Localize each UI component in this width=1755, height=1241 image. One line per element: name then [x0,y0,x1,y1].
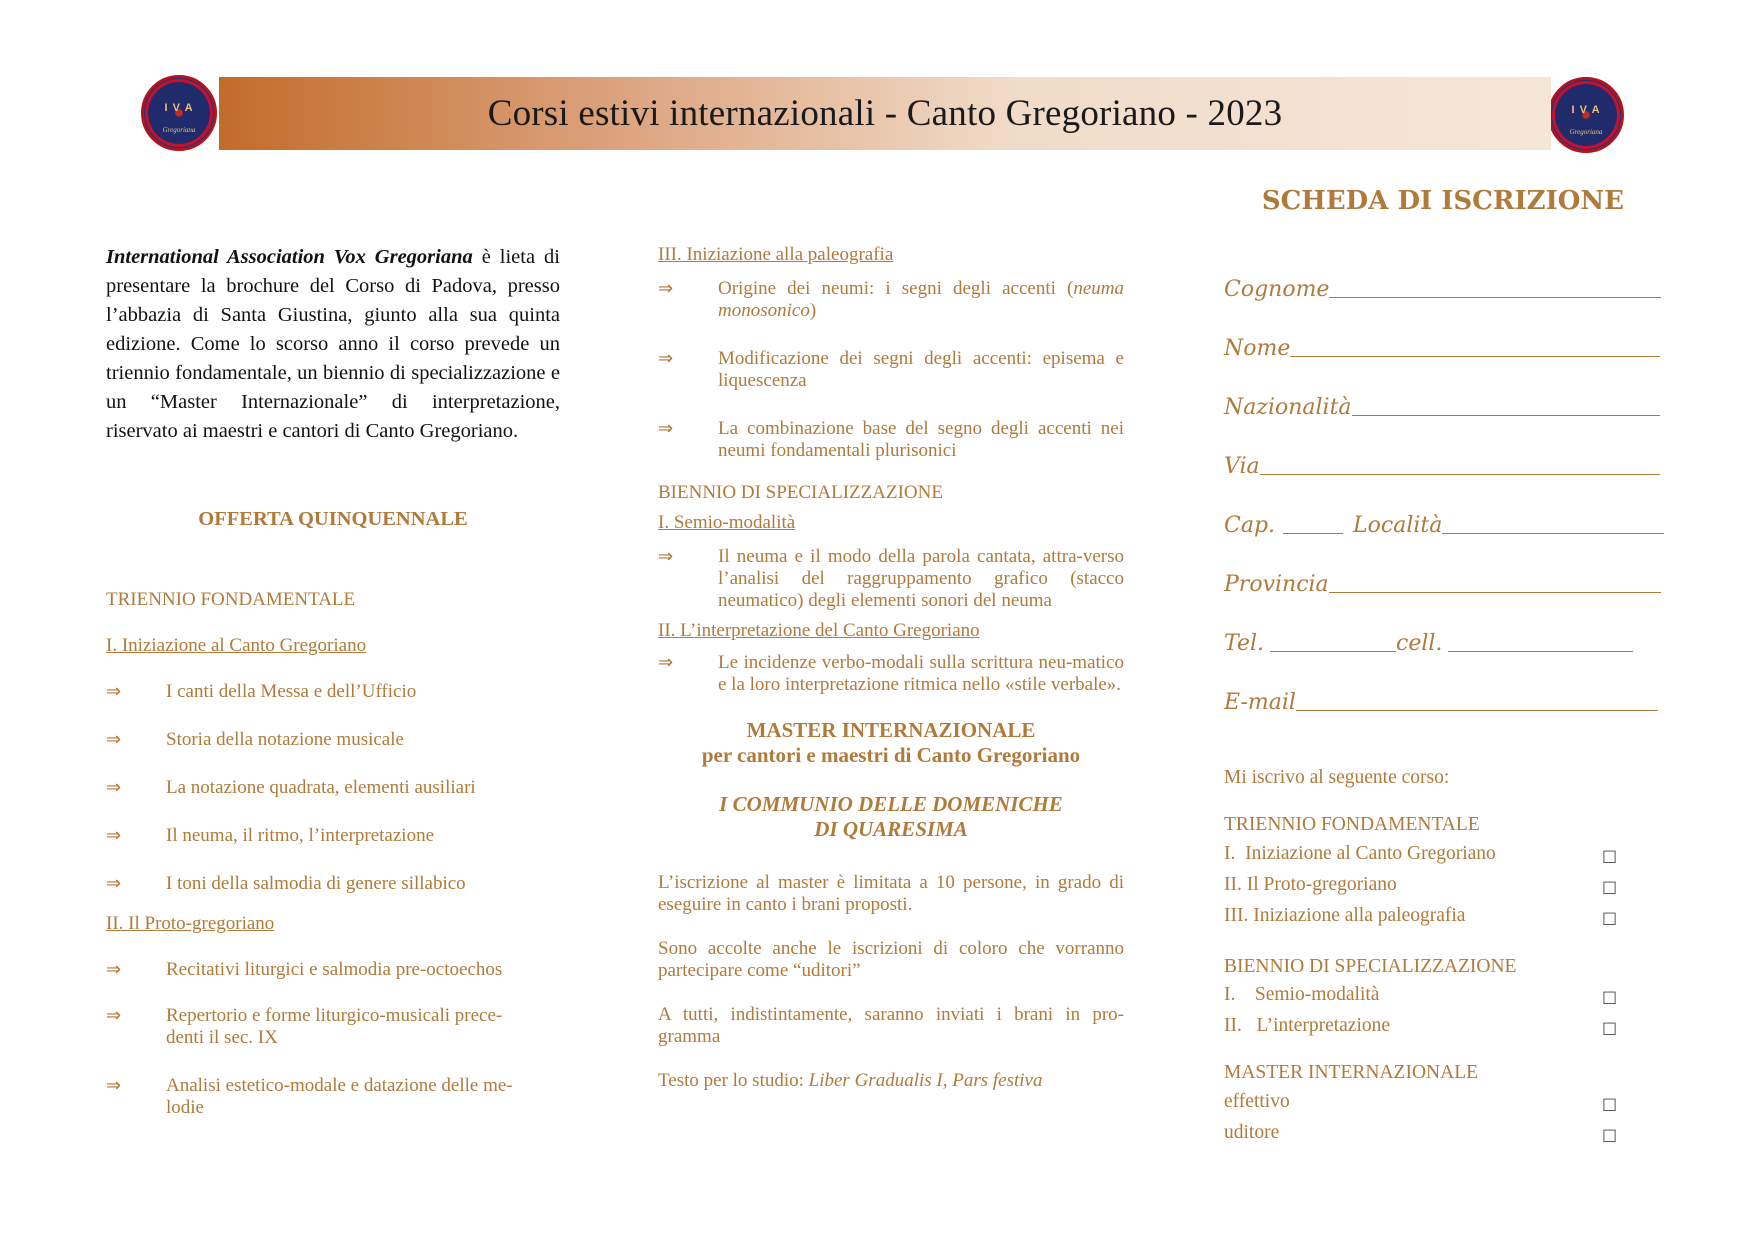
nationality-field[interactable]: Nazionalità [1224,395,1660,420]
list-item: ⇒ Origine dei neumi: i segni degli accenti (neuma monosonico) [658,278,1124,321]
option-label-3: III. Iniziazione alla paleografia [1224,905,1466,926]
option-label-1: I. Iniziazione al Canto Gregoriano [1224,843,1496,864]
list-item: ⇒ I canti della Messa e dell’Ufficio [106,681,417,702]
email-field[interactable]: E-mail [1224,690,1658,715]
option-label-6: effettivo [1224,1091,1290,1112]
arrow-icon: ⇒ [106,777,122,798]
enroll-label: Mi iscrivo al seguente corso: [1224,767,1450,788]
sub-heading-3: III. Iniziazione alla paleografia [658,244,894,265]
arrow-icon: ⇒ [658,278,674,299]
list-item: ⇒ I toni della salmodia di genere sillabico [106,873,466,894]
arrow-icon: ⇒ [106,1075,122,1096]
master-paragraph-1: L’iscrizione al master è limitata a 10 persone, in grado di eseguire in canto i brani proposti. [658,872,1124,915]
checkbox-option-2[interactable]: □ [1602,877,1618,896]
checkbox-option-3[interactable]: □ [1602,908,1618,927]
master-topic-line1: I COMMUNIO DELLE DOMENICHE [719,792,1063,816]
header-banner [219,77,1551,150]
page-title: Corsi estivi internazionali - Canto Gregoriano - 2023 [487,93,1283,134]
list-item: ⇒ Il neuma e il modo della parola cantata, attra-verso l’analisi del raggruppamento grafico (stacco neumatico) degli elementi sonori del neuma [658,546,1124,611]
master-paragraph-2: Sono accolte anche le iscrizioni di coloro che vorranno partecipare come “uditori” [658,938,1124,981]
biennio-heading: BIENNIO DI SPECIALIZZAZIONE [658,482,943,503]
master-topic-line2: DI QUARESIMA [814,817,968,841]
cap-locality-field[interactable]: Cap. Località [1224,513,1664,538]
list-item: ⇒ La combinazione base del segno degli accenti nei neumi fondamentali plurisonici [658,418,1124,461]
checkbox-option-7[interactable]: □ [1602,1125,1618,1144]
option-label-2: II. Il Proto-gregoriano [1224,874,1397,895]
seal-logo-left [141,75,217,151]
arrow-icon: ⇒ [106,1005,122,1026]
list-item: ⇒ Modificazione dei segni degli accenti: episema e liquescenza [658,348,1124,391]
list-item: ⇒ Analisi estetico-modale e datazione delle me-lodie [106,1075,513,1118]
triennio-option-heading: TRIENNIO FONDAMENTALE [1224,814,1480,835]
province-input-line[interactable] [1329,592,1661,593]
master-paragraph-4: Testo per lo studio: Liber Gradualis I, Pars festiva [658,1070,1043,1091]
list-item: ⇒ La notazione quadrata, elementi ausiliari [106,777,476,798]
middle-column [658,244,1124,1092]
association-name: International Association Vox Gregoriana [106,246,473,268]
left-column [106,243,560,1119]
intro-text: è lieta di presentare la brochure del Corso di Padova, presso l’abbazia di Santa Giustina, giunto alla sua quinta edizione. Come lo scorso anno il corso prevede un triennio fondamentale, un biennio di specializzazione e un “Master Internazionale” di interpretazione, riservato ai maestri e cantori di Canto Gregoriano. [106,246,560,442]
option-label-5: II. L’interpretazione [1224,1015,1391,1036]
master-title: MASTER INTERNAZIONALE [746,718,1036,742]
email-input-line[interactable] [1296,710,1658,711]
list-item: ⇒ Storia della notazione musicale [106,729,404,750]
sub-heading-2: II. Il Proto-gregoriano [106,913,275,934]
list-item: ⇒ Le incidenze verbo-modali sulla scrittura neu-matico e la loro interpretazione ritmica nello «stile verbale». [658,652,1124,695]
nationality-input-line[interactable] [1352,415,1660,416]
cap-input-line[interactable] [1283,533,1343,534]
name-field[interactable]: Nome [1224,336,1660,361]
seal-letters: I V A [1571,104,1601,116]
street-field[interactable]: Via [1224,454,1660,479]
master-option-heading: MASTER INTERNAZIONALE [1224,1062,1479,1083]
sub-heading-4: I. Semio-modalità [658,512,796,533]
seal-word: Gregoriana [162,126,196,134]
checkbox-option-4[interactable]: □ [1602,987,1618,1006]
option-label-7: uditore [1224,1122,1280,1143]
arrow-icon: ⇒ [106,729,122,750]
arrow-icon: ⇒ [106,681,122,702]
master-subtitle: per cantori e maestri di Canto Gregoriano [701,743,1081,767]
arrow-icon: ⇒ [106,825,122,846]
arrow-icon: ⇒ [658,418,674,439]
arrow-icon: ⇒ [658,546,674,567]
arrow-icon: ⇒ [106,959,122,980]
name-input-line[interactable] [1290,356,1660,357]
biennio-option-heading: BIENNIO DI SPECIALIZZAZIONE [1224,956,1517,977]
form-title: SCHEDA DI ISCRIZIONE [1261,186,1624,216]
locality-input-line[interactable] [1442,533,1664,534]
arrow-icon: ⇒ [658,652,674,673]
arrow-icon: ⇒ [658,348,674,369]
master-paragraph-3: A tutti, indistintamente, saranno inviati i brani in pro-gramma [658,1004,1124,1047]
tel-input-line[interactable] [1270,651,1396,652]
checkbox-option-6[interactable]: □ [1602,1094,1618,1113]
triennio-heading: TRIENNIO FONDAMENTALE [106,589,356,610]
cell-input-line[interactable] [1448,651,1633,652]
sub-heading-5: II. L’interpretazione del Canto Gregoriano [658,620,980,641]
offer-title: OFFERTA QUINQUENNALE [198,508,468,530]
surname-field[interactable]: Cognome [1224,277,1661,302]
surname-input-line[interactable] [1329,297,1661,298]
list-item: ⇒ Recitativi liturgici e salmodia pre-octoechos [106,959,503,980]
option-label-4: I. Semio-modalità [1224,984,1380,1005]
list-item: ⇒ Repertorio e forme liturgico-musicali prece-denti il sec. IX [106,1005,503,1048]
seal-word: Gregoriana [1569,128,1603,136]
arrow-icon: ⇒ [106,873,122,894]
intro-paragraph [106,243,560,446]
sub-heading-1: I. Iniziazione al Canto Gregoriano [106,635,367,656]
list-item: ⇒ Il neuma, il ritmo, l’interpretazione [106,825,435,846]
checkbox-option-5[interactable]: □ [1602,1018,1618,1037]
seal-logo-right [1548,77,1624,153]
checkbox-option-1[interactable]: □ [1602,846,1618,865]
seal-letters: I V A [164,102,194,114]
province-field[interactable]: Provincia [1224,572,1661,597]
street-input-line[interactable] [1260,474,1660,475]
phone-field[interactable]: Tel. cell. [1224,631,1633,656]
